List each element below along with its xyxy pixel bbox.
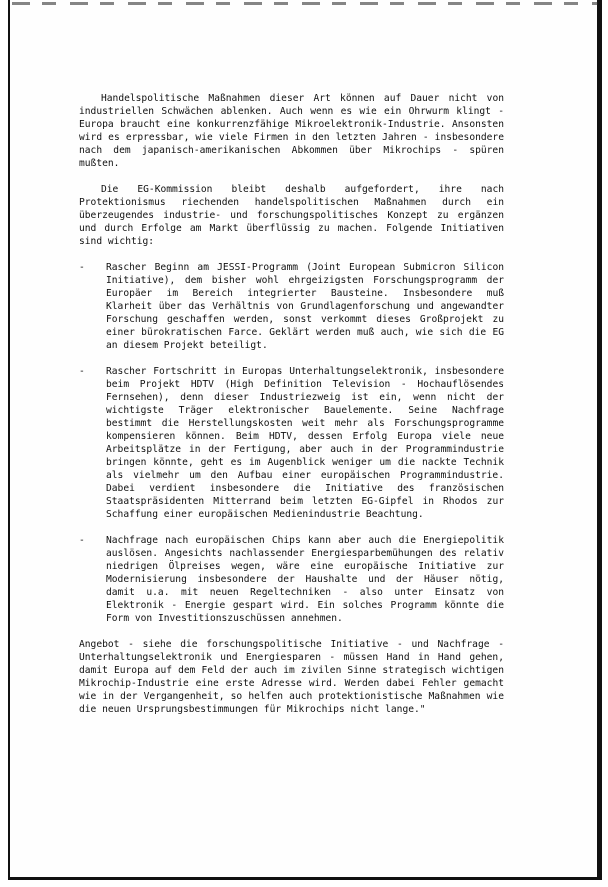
document-body [79,92,504,729]
initiatives-list [79,261,504,625]
paragraph-trade-policy: Handelspolitische Maßnahmen dieser Art können auf Dauer nicht von industriellen Schwächen ablenken. Auch wenn es wie ein Ohrwurm klingt - Europa braucht eine konkurrenzfähige Mikroelektronik-Industrie. Ansonsten wird es erpressbar, wie viele Firmen in den letzten Jahren - insbesondere nach dem japanisch-amerikanischen Abkommen über Mikrochips - spüren mußten. [79,93,504,169]
list-item-hdtv [79,365,504,521]
paragraph-conclusion: Angebot - siehe die forschungspolitische Initiative - und Nachfrage - Unterhaltungselektronik und Energiesparen - müssen Hand in Hand gehen, damit Europa auf dem Feld der auch im zivilen Sinne strategisch wichtigen Mikrochip-Industrie eine erste Adresse wird. Werden dabei Fehler gemacht wie in der Vergangenheit, so helfen auch protektionistische Maßnahmen wie die neuen Ursprungsbestimmungen für Mikrochips nicht lange." [79,639,504,715]
list-item-text: Nachfrage nach europäischen Chips kann aber auch die Energiepolitik auslösen. Angesichts nachlassender Energiesparbemühungen des relativ niedrigen Ölpreises wegen, wäre eine europäische Initiative zur Modernisierung insbesondere der Haushalte und der Häuser nötig, damit u.a. mit neuen Regeltechniken - also unter Einsatz von Elektronik - Energie gespart wird. Ein solches Programm könnte die Form von Investitionszuschüssen annehmen. [106,535,504,624]
bullet-dash: - [79,535,85,546]
list-item-jessi [79,261,504,352]
paragraph-eg-commission: Die EG-Kommission bleibt deshalb aufgefordert, ihre nach Protektionismus riechenden handelspolitischen Maßnahmen durch ein überzeugendes industrie- und forschungspolitisches Konzept zu ergänzen und durch Erfolge am Markt überflüssig zu machen. Folgende Initiativen sind wichtig: [79,184,504,247]
list-item-text: Rascher Beginn am JESSI-Programm (Joint European Submicron Silicon Initiative), dem bisher wohl ehrgeizigsten Forschungsprogramm der Europäer im Bereich integrierter Bausteine. Insbesondere muß Klarheit über das Verhältnis von Grundlagenforschung und angewandter Forschung geschaffen werden, sonst verkommt dieses Großprojekt zu einer bürokratischen Farce. Geklärt werden muß auch, wie sich die EG an diesem Projekt beteiligt. [106,262,504,351]
scan-top-edge [12,2,598,5]
list-item-text: Rascher Fortschritt in Europas Unterhaltungselektronik, insbesondere beim Projekt HDTV (High Definition Television - Hochauflösendes Fernsehen), denn dieser Industriezweig ist ein, wenn nicht der wichtigste Träger elektronischer Bauelemente. Seine Nachfrage bestimmt die Herstellungskosten weit mehr als Forschungsprogramme kompensieren können. Beim HDTV, dessen Erfolg Europa viele neue Arbeitsplätze in der Fertigung, aber auch in der Programmindustrie bringen könnte, geht es im Augenblick weniger um die nackte Technik als vielmehr um den Aufbau einer europäischen Programmindustrie. Dabei verdient insbesondere die Initiative des französischen Staatspräsidenten Mitterrand beim letzten EG-Gipfel in Rhodos zur Schaffung einer europäischen Medienindustrie Beachtung. [106,366,504,520]
list-item-energy [79,534,504,625]
bullet-dash: - [79,366,85,377]
bullet-dash: - [79,262,85,273]
